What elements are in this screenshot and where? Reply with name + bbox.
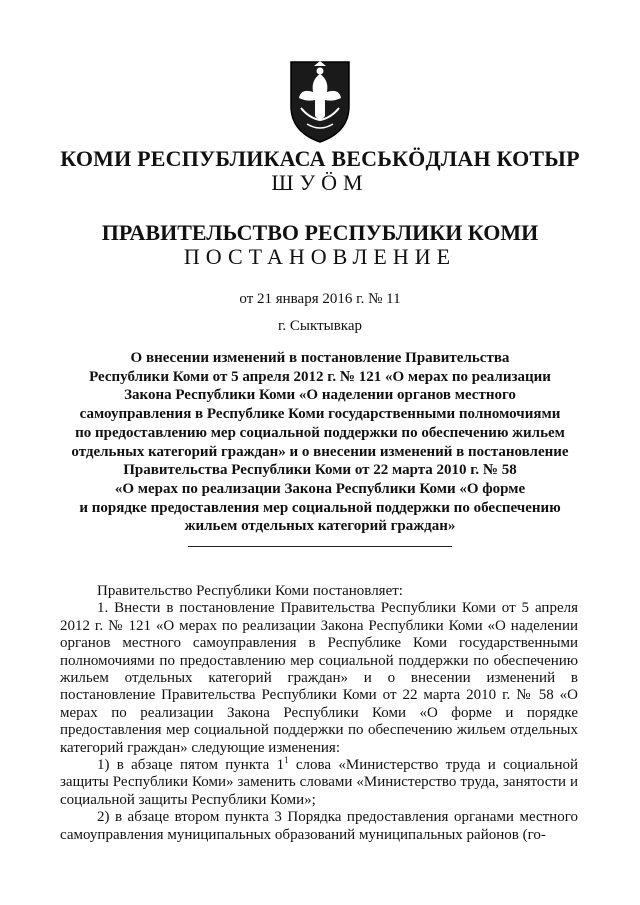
subject-line: отдельных категорий граждан» и о внесении изменений в постановление <box>71 443 569 460</box>
komi-title: КОМИ РЕСПУБЛИКАСА ВЕСЬКӦДЛАН КОТЫР <box>60 146 580 171</box>
subject-line: Республики Коми от 5 апреля 2012 г. № 121 «О мерах по реализации <box>89 368 551 385</box>
government-title: ПРАВИТЕЛЬСТВО РЕСПУБЛИКИ КОМИ <box>101 220 539 245</box>
item-text: 1) в абзаце пятом пункта 1 <box>97 757 285 774</box>
decree-date: от 21 января 2016 г. № 11 <box>239 291 401 307</box>
subject-line: жильем отдельных категорий граждан» <box>184 518 456 535</box>
subject-line: самоуправления в Республике Коми государственными полномочиями <box>79 406 561 423</box>
item-text: слова «Министерство труда и социальной защиты Республики Коми» заменить словами «Министерство труда, занятости и социальной защиты Республики Коми»; <box>60 757 579 808</box>
subject-line: О внесении изменений в постановление Правительства <box>130 350 510 366</box>
subject-line: по предоставлению мер социальной поддержки по обеспечению жильем <box>75 424 565 441</box>
body-item-1: 1. Внести в постановление Правительства Республики Коми от 5 апреля 2012 г. № 121 «О мерах по реализации Закона Республики Коми «О наделении органов местного самоуправления в Республике Коми государственными полномочиями по предоставлению мер социальной поддержки по обеспечению жильем отдельных категорий граждан» и о внесении изменений в постановление Правительства Республики Коми от 22 марта 2010 г. № 58 «О мерах по реализации Закона Республики Коми «О форме и порядке предоставления мер социальной поддержки по обеспечению жильем отдельных категорий граждан» следующие изменения: <box>60 600 578 756</box>
coat-of-arms-emblem <box>287 58 353 144</box>
document-type: ПОСТАНОВЛЕНИЕ <box>183 244 457 269</box>
decree-body <box>60 583 578 844</box>
subject-line: «О мерах по реализации Закона Республики Коми «О форме <box>114 480 526 497</box>
komi-subtitle: ШУӦМ <box>271 170 369 195</box>
subject-line: и порядке предоставления мер социальной поддержки по обеспечению <box>79 499 561 516</box>
body-item-1-2: 2) в абзаце втором пункта 3 Порядка предоставления органами местного самоуправления муниципальных образований муниципальных районов (го- <box>60 809 578 843</box>
subject-line: Закона Республики Коми «О наделении органов местного <box>124 387 516 404</box>
decree-subject <box>60 349 580 536</box>
divider-line <box>188 546 452 547</box>
body-intro: Правительство Республики Коми постановляет: <box>97 583 403 599</box>
decree-city: г. Сыктывкар <box>277 318 363 334</box>
body-item-1-1 <box>60 757 578 809</box>
superscript: 1 <box>284 755 289 766</box>
subject-line: Правительства Республики Коми от 22 марта 2010 г. № 58 <box>123 462 517 479</box>
